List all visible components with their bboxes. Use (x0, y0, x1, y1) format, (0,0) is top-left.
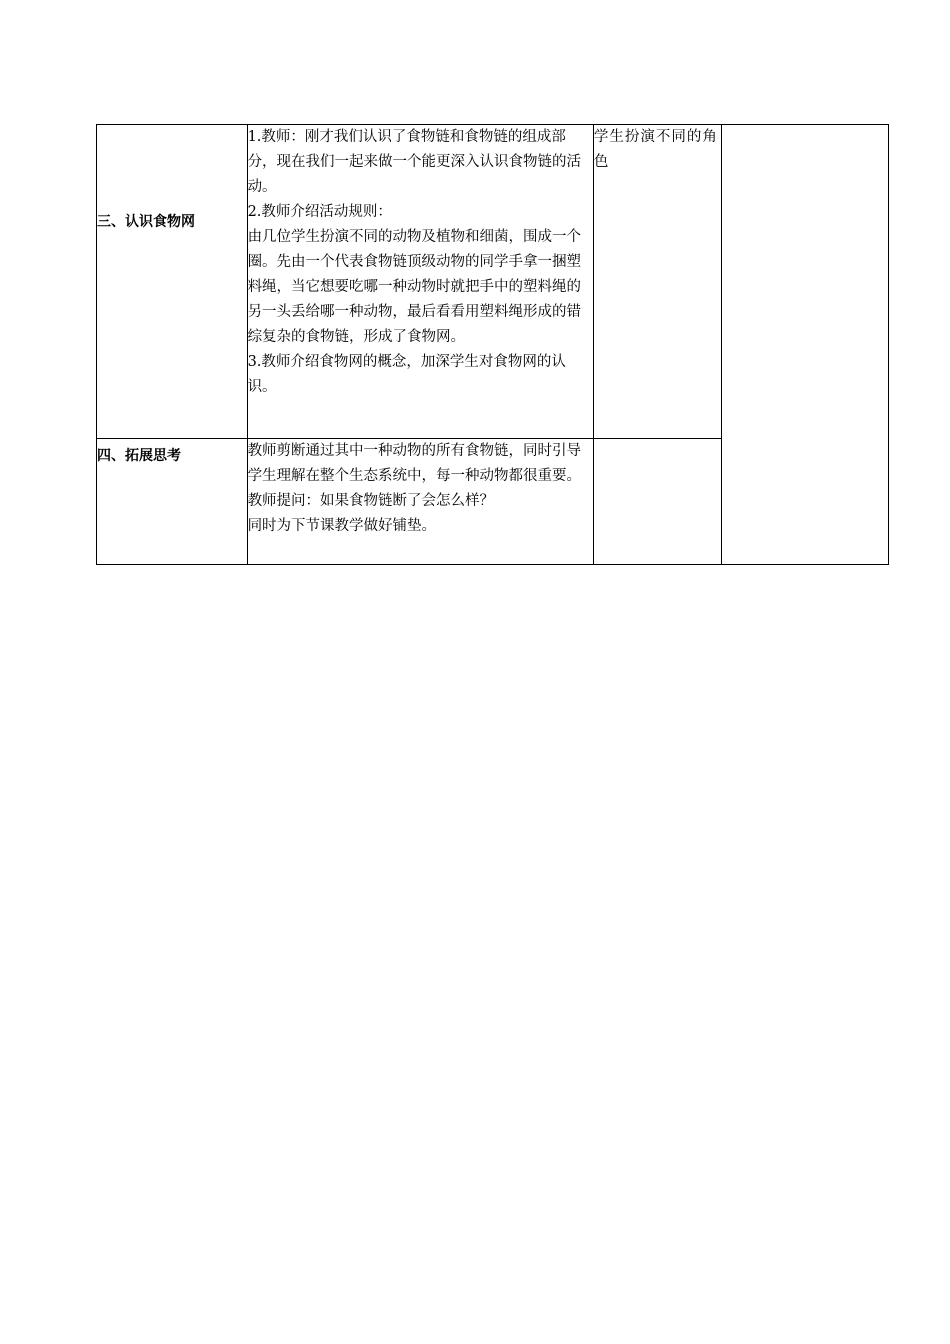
teacher-paragraph: 教师提问：如果食物链断了会怎么样？ (247, 493, 495, 509)
teacher-paragraph: 教师剪断通过其中一种动物的所有食物链，同时引导学生理解在整个生态系统中，每一种动物都很重要。 (247, 443, 582, 484)
lesson-plan-table (96, 124, 889, 565)
teacher-paragraph: 3.教师介绍食物网的概念，加深学生对食物网的认识。 (247, 354, 566, 395)
stage-cell (97, 439, 248, 565)
teacher-paragraph: 由几位学生扮演不同的动物及植物和细菌，围成一个圈。先由一个代表食物链顶级动物的同学手拿一捆塑料绳，当它想要吃哪一种动物时就把手中的塑料绳的另一头丢给哪一种动物，最后看看用塑料绳形成的错综复杂的食物链，形成了食物网。 (247, 229, 582, 345)
table-row (97, 125, 889, 439)
teacher-paragraph: 同时为下节课教学做好铺垫。 (247, 518, 437, 534)
teacher-activity-cell (247, 439, 593, 565)
teacher-paragraph: 1.教师：刚才我们认识了食物链和食物链的组成部分，现在我们一起来做一个能更深入认识食物链的活动。 (247, 129, 582, 195)
student-activity-cell (593, 125, 721, 439)
student-activity-text: 学生扮演不同的角色 (593, 129, 718, 170)
stage-title: 三、认识食物网 (97, 214, 195, 230)
stage-cell (97, 125, 248, 439)
student-activity-cell (593, 439, 721, 565)
teacher-activity-cell (247, 125, 593, 439)
stage-title: 四、拓展思考 (97, 448, 181, 464)
teacher-paragraph: 2.教师介绍活动规则： (247, 204, 392, 220)
notes-cell (722, 125, 889, 565)
